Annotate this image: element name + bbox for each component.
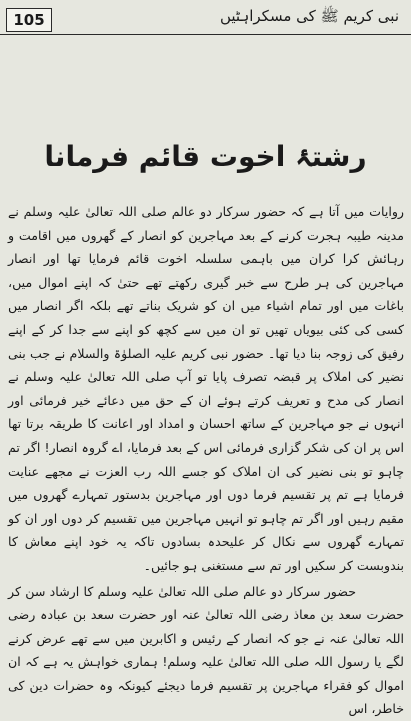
running-head: نبی کریم ﷺ کی مسکراہٹیں — [220, 7, 399, 29]
chapter-title: رشتۂ اخوت قائم فرمانا — [0, 140, 411, 173]
paragraph-1: روایات میں آتا ہے کہ حضور سرکار دو عالم صلی اللہ تعالیٰ علیہ وسلم نے مدینہ طیبہ ہجرت کرنے کے بعد مہاجرین کو انصار کے گھروں میں اقامت و رہائش کرا کران میں باہمی سلسلہ اخوت قائم فرمایا تھا اور انصار مہاجرین کی ہر طرح سے خبر گیری رکھتے تھے حتیٰ کہ اپنے اموال میں، باغات میں اور تمام اشیاء میں ان کو شریک بناتے تھے بلکہ اگر انصار میں کسی کی کئی بیویاں تھیں تو ان میں سے کچھ کو اپنے سے جدا کر کے اپنے رفیق کی زوجہ بنا دیا تھا۔ حضور نبی کریم علیہ الصلوٰۃ والسلام نے جب بنی نضیر کی املاک پر قبضہ تصرف پایا تو آپ صلی اللہ تعالیٰ علیہ وسلم نے انصار کی مدح و تعریف کرتے ہوئے ان کے حق میں دعائے خیر فرمائی اور انہوں نے جو مہاجرین کے ساتھ احسان و امداد اور اعانت کا طریقہ برتا تھا اس پر ان کی شکر گزاری فرمائی اس کے بعد فرمایا، اے گروہ انصار! اگر تم چاہو تو بنی نضیر کی ان املاک کو جسے اللہ رب العزت نے مجھے عنایت فرمایا ہے تم پر تقسیم فرما دوں اور مہاجرین بدستور تمہارے گھروں میں مقیم رہیں اور اگر تم چاہو تو انہیں مہاجرین میں تقسیم کر دوں اور ان کو تمہارے گھروں سے نکال کر علیحدہ بسادوں تاکہ یہ خود اپنے معاش کا بندوبست کر سکیں اور تم سے مستغنی ہو جائیں۔ — [8, 200, 404, 578]
page-number: 105 — [6, 8, 52, 32]
page-header — [0, 0, 411, 34]
paragraph-2: حضور سرکار دو عالم صلی اللہ تعالیٰ علیہ وسلم کا ارشاد سن کر حضرت سعد بن معاذ رضی اللہ تعالیٰ عنہ اور حضرت سعد بن عبادہ رضی اللہ تعالیٰ عنہ نے جو کہ انصار کے رئیس و اکابرین میں سے تھے عرض کرنے لگے یا رسول اللہ صلی اللہ تعالیٰ علیہ وسلم! ہماری خواہش یہ ہے کہ ان اموال کو فقراء مہاجرین پر تقسیم فرما دیجئے کیونکہ وہ حضرات دین کی خاطر، اس — [8, 580, 404, 721]
header-rule — [0, 34, 411, 35]
body-text — [8, 200, 404, 700]
